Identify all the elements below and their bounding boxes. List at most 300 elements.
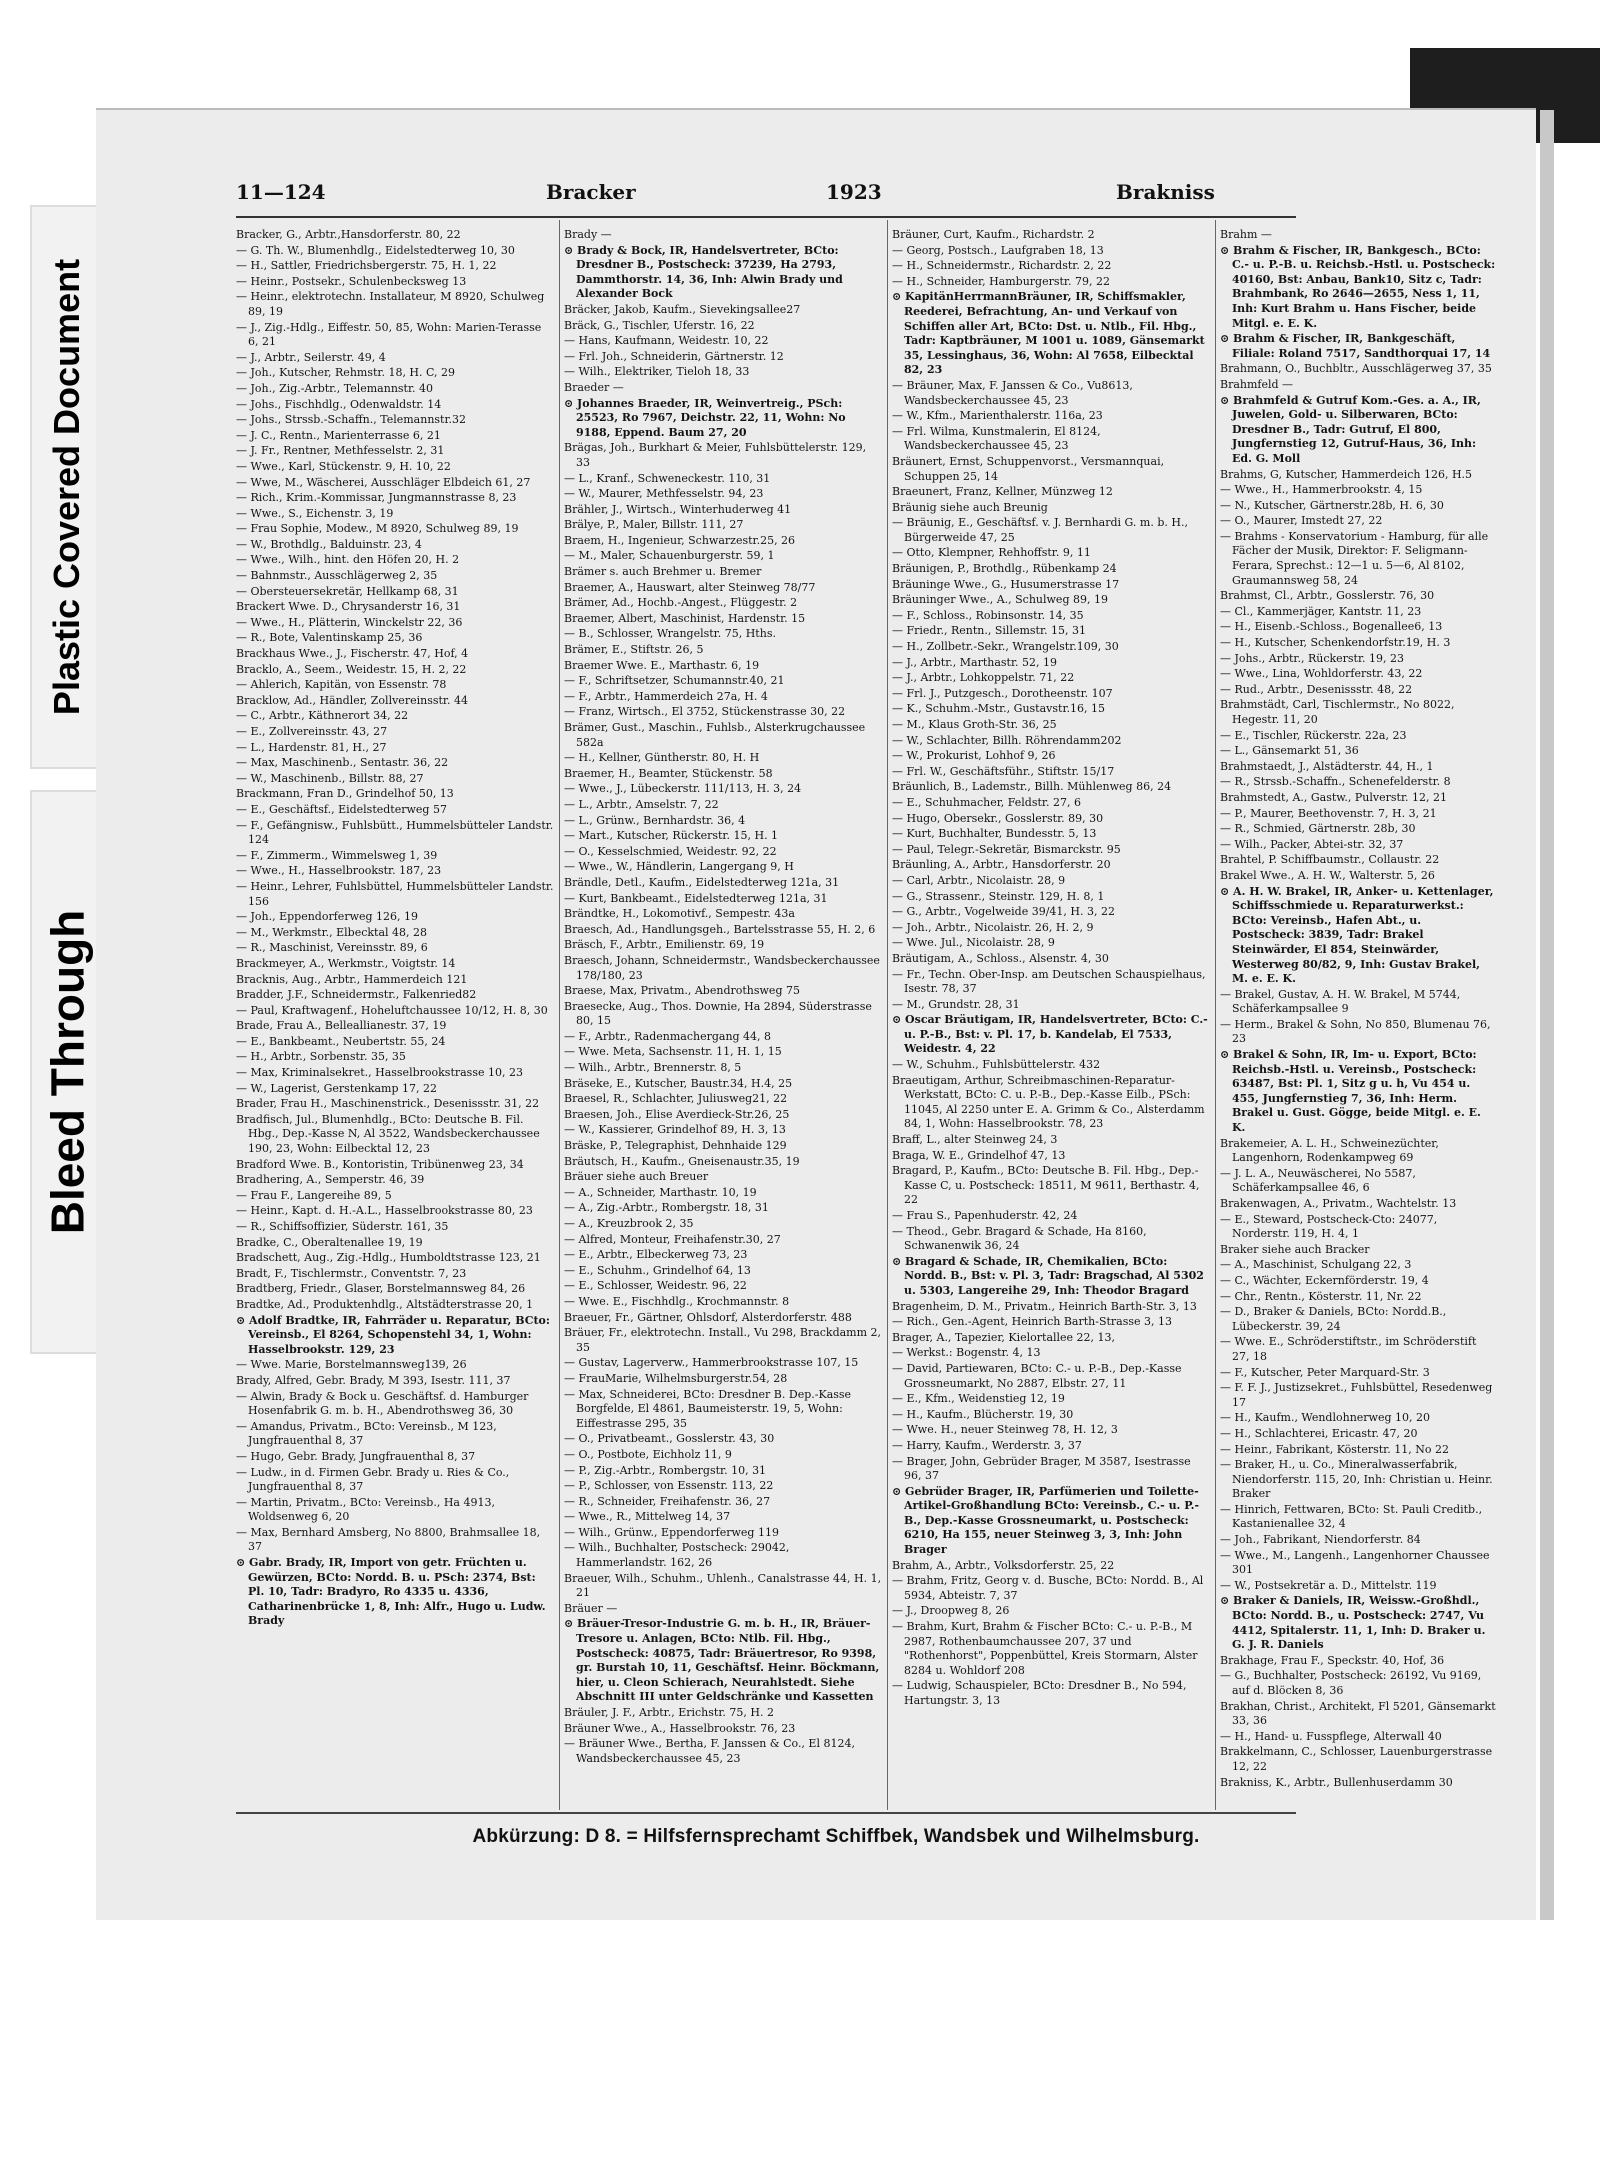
directory-entry: — Wwe., S., Eichenstr. 3, 19: [236, 506, 394, 520]
directory-entry: — Werkst.: Bogenstr. 4, 13: [892, 1346, 1041, 1360]
directory-entry: — Wwe., Lina, Wohldorferstr. 43, 22: [1220, 667, 1423, 681]
directory-entry: — J., Arbtr., Marthastr. 52, 19: [892, 655, 1057, 669]
directory-entry: — Martin, Privatm., BCto: Vereinsb., Ha 4913, Woldsenweg 6, 20: [236, 1495, 495, 1524]
directory-entry: — Frau Sophie, Modew., M 8920, Schulweg 89, 19: [236, 522, 519, 536]
directory-entry: — L., Kranf., Schweneckestr. 110, 31: [564, 471, 771, 485]
directory-entry: — Franz, Wirtsch., El 3752, Stückenstrasse 30, 22: [564, 705, 846, 719]
directory-entry: — L., Grünw., Bernhardstr. 36, 4: [564, 813, 746, 827]
plastic-covered-text: Plastic Covered Document: [46, 258, 88, 716]
directory-column-1: [236, 228, 554, 1798]
directory-entry: — Kurt, Bankbeamt., Eidelstedterweg 121a, 31: [564, 891, 828, 905]
directory-entry: Bräuninge Wwe., G., Husumerstrasse 17: [892, 577, 1120, 591]
directory-entry: Brager, A., Tapezier, Kielortallee 22, 13,: [892, 1330, 1116, 1344]
directory-entry: — B., Schlosser, Wrangelstr. 75, Hths.: [564, 627, 776, 641]
directory-entry: Brade, Frau A., Belleallianestr. 37, 19: [236, 1019, 447, 1033]
directory-entry: — F., Schloss., Robinsonstr. 14, 35: [892, 608, 1084, 622]
directory-entry: — Joh., Kutscher, Rehmstr. 18, H. C, 29: [236, 366, 456, 380]
directory-entry: Braem, H., Ingenieur, Schwarzestr.25, 26: [564, 533, 796, 547]
directory-entry: — F., Schriftsetzer, Schumannstr.40, 21: [564, 674, 785, 688]
directory-entry: — Wwe., R., Mittelweg 14, 37: [564, 1510, 731, 1524]
directory-entry: — W., Schlachter, Billh. Röhrendamm202: [892, 733, 1122, 747]
directory-entry: — L., Arbtr., Amselstr. 7, 22: [564, 797, 719, 811]
directory-entry: — Frau S., Papenhuderstr. 42, 24: [892, 1209, 1078, 1222]
directory-entry: Brackmann, Fran D., Grindelhof 50, 13: [236, 787, 454, 801]
directory-entry: — H., Schneidermstr., Richardstr. 2, 22: [892, 259, 1112, 273]
directory-entry: — E., Schlosser, Weidestr. 96, 22: [564, 1279, 747, 1293]
directory-entry: — Johs., Fischhdlg., Odenwaldstr. 14: [236, 397, 442, 411]
directory-entry: Bräunig siehe auch Breunig: [892, 500, 1048, 514]
directory-entry: Bräseke, E., Kutscher, Baustr.34, H.4, 25: [564, 1076, 793, 1090]
directory-entry: Bradke, C., Oberaltenallee 19, 19: [236, 1235, 423, 1249]
directory-entry: — Wwe. Jul., Nicolaistr. 28, 9: [892, 936, 1055, 950]
directory-entry: — Wwe., H., Plätterin, Winckelstr 22, 36: [236, 615, 463, 629]
directory-entry: — Bahnmstr., Ausschlägerweg 2, 35: [236, 569, 438, 583]
column-divider: [887, 220, 888, 1810]
directory-entry: — Wilh., Grünw., Eppendorferweg 119: [564, 1525, 779, 1539]
header-year: 1923: [826, 180, 882, 204]
directory-entry: Brälye, P., Maler, Billstr. 111, 27: [564, 518, 744, 532]
directory-entry: Brakemeier, A. L. H., Schweinezüchter, Langenhorn, Rodenkampweg 69: [1220, 1136, 1439, 1165]
directory-entry: Braesch, Johann, Schneidermstr., Wandsbeckerchaussee 178/180, 23: [564, 953, 880, 982]
bleed-through-label: [30, 790, 104, 1354]
directory-entry: Braeunert, Franz, Kellner, Münzweg 12: [892, 485, 1113, 499]
directory-entry: — Paul, Kraftwagenf., Hoheluftchaussee 10/12, H. 8, 30: [236, 1003, 548, 1017]
directory-entry: Brahmstedt, A., Gastw., Pulverstr. 12, 21: [1220, 790, 1447, 804]
directory-entry: — Wwe., H., Hasselbrookstr. 187, 23: [236, 864, 442, 878]
directory-entry: — Max, Bernhard Amsberg, No 8800, Brahmsallee 18, 37: [236, 1525, 541, 1554]
directory-entry: — G. Th. W., Blumenhdlg., Eidelstedterweg 10, 30: [236, 243, 515, 257]
directory-entry: — E., Zollvereinsstr. 43, 27: [236, 725, 388, 738]
footer-rule: [236, 1812, 1296, 1814]
directory-entry: Bräsch, F., Arbtr., Emilienstr. 69, 19: [564, 938, 765, 952]
directory-entry: — E., Arbtr., Elbeckerweg 73, 23: [564, 1248, 748, 1262]
directory-entry: — J. C., Rentn., Marienterrasse 6, 21: [236, 428, 441, 442]
directory-entry: Bragenheim, D. M., Privatm., Heinrich Barth-Str. 3, 13: [892, 1299, 1197, 1313]
directory-entry: Bradfisch, Jul., Blumenhdlg., BCto: Deutsche B. Fil. Hbg., Dep.-Kasse N, Al 3522, Wandsbeckerchaussee 190, 23, Wohn: Eilbecktal 12, 23: [236, 1112, 540, 1156]
directory-entry: ⊙ Gabr. Brady, IR, Import von getr. Früchten u. Gewürzen, BCto: Nordd. B. u. PSch: 2374, Bst: Pl. 10, Tadr: Bradyro, Ro 4335 u. 4336, Catharinenbrücke 1, 8, Inh: Alfr., Hugo u. Ludw. Brady: [236, 1556, 546, 1628]
directory-entry: — Wwe. E., Schröderstiftstr., im Schröderstift 27, 18: [1220, 1335, 1477, 1363]
directory-entry: Brahtel, P. Schiffbaumstr., Collaustr. 22: [1220, 853, 1440, 867]
directory-entry: — Wwe., M., Langenh., Langenhorner Chaussee 301: [1220, 1548, 1490, 1577]
directory-entry: Bradford Wwe. B., Kontoristin, Tribünenweg 23, 34: [236, 1157, 524, 1171]
directory-entry: ⊙ Brahm & Fischer, IR, Bankgesch., BCto: C.- u. P.-B. u. Reichsb.-Hstl. u. Postscheck: 40160, Bst: Anbau, Bank10, Sitz c, Tadr: Brahmbank, Ro 2646—2655, Ness 1, 11, Inh: Kurt Brahm u. Hans Fischer, beide Mitgl. e. E. K.: [1220, 243, 1496, 330]
directory-entry: Brämer, Ad., Hochb.-Angest., Flüggestr. 2: [564, 596, 798, 610]
directory-entry: — M., Maler, Schauenburgerstr. 59, 1: [564, 549, 775, 563]
page-number: 11—124: [236, 180, 326, 204]
directory-entry: — H., Kaufm., Blücherstr. 19, 30: [892, 1407, 1074, 1421]
directory-entry: Bräcker, Jakob, Kaufm., Sievekingsallee27: [564, 302, 801, 316]
directory-entry: ⊙ A. H. W. Brakel, IR, Anker- u. Kettenlager, Schiffsschmiede u. Reparaturwerkst.: BCto: Vereinsb., Hafen Abt., u. Postscheck: 3839, Tadr: Brakel Steinwärder, El 854, Steinwärder, Westerweg 80/82, 9, Inh: Gustav Brakel, M. e. E. K.: [1220, 884, 1494, 986]
directory-entry: — Wwe. E., Fischhdlg., Krochmannstr. 8: [564, 1294, 790, 1308]
directory-entry: Braker siehe auch Bracker: [1220, 1242, 1370, 1256]
directory-entry: — Wilh., Elektriker, Tieloh 18, 33: [564, 365, 750, 379]
directory-entry: Braeuer, Wilh., Schuhm., Uhlenh., Canalstrasse 44, H. 1, 21: [564, 1571, 882, 1600]
directory-entry: — W., Postsekretär a. D., Mittelstr. 119: [1220, 1578, 1437, 1592]
directory-entry: — G., Arbtr., Vogelweide 39/41, H. 3, 22: [892, 905, 1115, 919]
directory-entry: — Johs., Arbtr., Rückerstr. 19, 23: [1220, 651, 1405, 665]
directory-entry: — A., Zig.-Arbtr., Rombergstr. 18, 31: [564, 1201, 769, 1215]
column-divider: [559, 220, 560, 1810]
directory-entry: — Joh., Fabrikant, Niendorferstr. 84: [1220, 1533, 1421, 1547]
directory-entry: — N., Kutscher, Gärtnerstr.28b, H. 6, 30: [1220, 498, 1444, 512]
directory-entry: — E., Bankbeamt., Neubertstr. 55, 24: [236, 1034, 446, 1048]
directory-entry: Bräunling, A., Arbtr., Hansdorferstr. 20: [892, 858, 1111, 872]
directory-entry: Brämer, Gust., Maschin., Fuhlsb., Alsterkrugchaussee 582a: [564, 721, 866, 749]
directory-entry: — Wilh., Buchhalter, Postscheck: 29042, Hammerlandstr. 162, 26: [564, 1541, 790, 1570]
directory-entry: — H., Kutscher, Schenkendorfstr.19, H. 3: [1220, 636, 1451, 650]
directory-entry: ⊙ Bräuer-Tresor-Industrie G. m. b. H., IR, Bräuer-Tresore u. Anlagen, BCto: Ntlb. Fil. Hbg., Postscheck: 40875, Tadr: Bräuertresor, Ro 9398, gr. Burstah 10, 11, Geschäftsf. Heinr. Böckmann, hier, u. Cleon Schierach, Neurahlstedt. Siehe Abschnitt III unter Geldschränke und Kassetten: [564, 1617, 880, 1704]
directory-entry: Bräske, P., Telegraphist, Dehnhaide 129: [564, 1139, 787, 1153]
directory-entry: — Heinr., Postsekr., Schulenbecksweg 13: [236, 274, 467, 288]
directory-entry: — Max, Maschinenb., Sentastr. 36, 22: [236, 756, 449, 770]
directory-entry: Braemer, H., Beamter, Stückenstr. 58: [564, 766, 773, 780]
directory-entry: — Fr., Techn. Ober-Insp. am Deutschen Schauspielhaus, Isestr. 78, 37: [892, 967, 1206, 996]
directory-entry: Braemer, Albert, Maschinist, Hardenstr. 15: [564, 611, 806, 625]
bleed-through-text: Bleed Through: [41, 909, 94, 1235]
directory-entry: — Frau F., Langereihe 89, 5: [236, 1188, 392, 1202]
directory-entry: — G., Strassenr., Steinstr. 129, H. 8, 1: [892, 889, 1105, 903]
directory-entry: — Georg, Postsch., Laufgraben 18, 13: [892, 243, 1104, 257]
directory-entry: Brakhage, Frau F., Speckstr. 40, Hof, 36: [1220, 1653, 1445, 1667]
directory-entry: Brahms, G, Kutscher, Hammerdeich 126, H.5: [1220, 467, 1473, 481]
directory-entry: — H., Eisenb.-Schloss., Bogenallee6, 13: [1220, 620, 1443, 634]
directory-entry: Brahmfeld —: [1220, 377, 1294, 391]
directory-entry: — H., Kellner, Güntherstr. 80, H. H: [564, 751, 760, 765]
directory-entry: Brahm —: [1220, 228, 1272, 241]
directory-column-2: [564, 228, 882, 1798]
directory-entry: — Max, Kriminalsekret., Hasselbrookstrasse 10, 23: [236, 1066, 523, 1080]
directory-entry: — L., Hardenstr. 81, H., 27: [236, 740, 387, 754]
directory-entry: — J., Arbtr., Seilerstr. 49, 4: [236, 350, 386, 364]
directory-entry: Brahmstädt, Carl, Tischlermstr., No 8022, Hegestr. 11, 20: [1220, 698, 1455, 726]
directory-column-4: [1220, 228, 1496, 1798]
directory-entry: — A., Schneider, Marthastr. 10, 19: [564, 1185, 757, 1199]
directory-entry: Braeder —: [564, 380, 624, 394]
directory-entry: — Friedr., Rentn., Sillemstr. 15, 31: [892, 624, 1086, 638]
directory-entry: — F. F. J., Justizsekret., Fuhlsbüttel, Resedenweg 17: [1220, 1381, 1493, 1409]
directory-entry: — H., Schneider, Hamburgerstr. 79, 22: [892, 274, 1110, 288]
directory-entry: — Alwin, Brady & Bock u. Geschäftsf. d. Hamburger Hosenfabrik G. m. b. H., Abendrothsweg 36, 30: [236, 1389, 529, 1418]
directory-entry: — Braker, H., u. Co., Mineralwasserfabrik, Niendorferstr. 115, 20, Inh: Christian u. Heinr. Braker: [1220, 1458, 1493, 1501]
directory-entry: — H., Schlachterei, Ericastr. 47, 20: [1220, 1426, 1418, 1440]
directory-entry: — Theod., Gebr. Bragard & Schade, Ha 8160, Schwanenwik 36, 24: [892, 1224, 1147, 1253]
directory-entry: Bräutsch, H., Kaufm., Gneisenaustr.35, 19: [564, 1154, 800, 1168]
document-page: [96, 108, 1536, 1920]
directory-entry: — Amandus, Privatm., BCto: Vereinsb., M 123, Jungfrauenthal 8, 37: [236, 1419, 497, 1448]
directory-entry: ⊙ KapitänHerrmannBräuner, IR, Schiffsmakler, Reederei, Befrachtung, An- und Verkauf von Schiffen aller Art, BCto: Dst. u. Ntlb., Fil. Hbg., Tadr: Kaptbräuner, M 1001 u. 1089, Gänsemarkt 35, Lessinghaus, 36, Wohn: Al 7658, Eilbecktal 82, 23: [892, 290, 1205, 377]
directory-entry: Bradtke, Ad., Produktenhdlg., Altstädterstrasse 20, 1: [236, 1297, 534, 1311]
directory-entry: — Heinr., Kapt. d. H.-A.L., Hasselbrookstrasse 80, 23: [236, 1204, 533, 1218]
directory-entry: ⊙ Brahm & Fischer, IR, Bankgeschäft, Filiale: Roland 7517, Sandthorquai 17, 14: [1220, 332, 1491, 360]
directory-entry: Bradder, J.F., Schneidermstr., Falkenried82: [236, 988, 477, 1002]
directory-entry: — Mart., Kutscher, Rückerstr. 15, H. 1: [564, 829, 779, 843]
page-edge: [1540, 110, 1554, 1920]
directory-entry: Bräunlich, B., Lademstr., Billh. Mühlenweg 86, 24: [892, 780, 1172, 794]
directory-entry: Brähler, J., Wirtsch., Winterhuderweg 41: [564, 502, 792, 516]
directory-entry: ⊙ Johannes Braeder, IR, Weinvertreig., PSch: 25523, Ro 7967, Deichstr. 22, 11, Wohn: No 9188, Eppend. Baum 27, 20: [564, 396, 846, 439]
directory-entry: — W., Prokurist, Lohhof 9, 26: [892, 749, 1056, 763]
directory-entry: ⊙ Adolf Bradtke, IR, Fahrräder u. Reparatur, BCto: Vereinsb., El 8264, Schopenstehl 34, 1, Wohn: Hasselbrookstr. 129, 23: [236, 1313, 550, 1356]
directory-entry: — Gustav, Lagerverw., Hammerbrookstrasse 107, 15: [564, 1356, 859, 1370]
directory-entry: — Heinr., Lehrer, Fuhlsbüttel, Hummelsbütteler Landstr. 156: [236, 879, 554, 908]
directory-entry: — Hinrich, Fettwaren, BCto: St. Pauli Creditb., Kastanienallee 32, 4: [1220, 1502, 1483, 1531]
directory-entry: — Hugo, Obersekr., Gosslerstr. 89, 30: [892, 811, 1104, 825]
directory-entry: — Brahm, Kurt, Brahm & Fischer BCto: C.- u. P.-B., M 2987, Rothenbaumchaussee 207, 37 und "Rothenhorst", Poppenbüttel, Kreis Stormarn, Alster 8284 u. Wohldorf 208: [892, 1620, 1198, 1677]
directory-entry: — Rud., Arbtr., Desenissstr. 48, 22: [1220, 682, 1413, 696]
directory-entry: — R., Strssb.-Schaffn., Schenefelderstr. 8: [1220, 775, 1451, 789]
directory-entry: Bracknis, Aug., Arbtr., Hammerdeich 121: [236, 972, 468, 986]
directory-entry: Brakniss, K., Arbtr., Bullenhuserdamm 30: [1220, 1775, 1453, 1789]
directory-entry: — Wwe. Meta, Sachsenstr. 11, H. 1, 15: [564, 1045, 782, 1059]
directory-entry: — H., Arbtr., Sorbenstr. 35, 35: [236, 1050, 406, 1064]
directory-entry: — W., Kfm., Marienthalerstr. 116a, 23: [892, 409, 1103, 423]
directory-entry: Brändtke, H., Lokomotivf., Sempestr. 43a: [564, 907, 795, 921]
directory-entry: — Max, Schneiderei, BCto: Dresdner B. Dep.-Kasse Borgfelde, El 4861, Baumeisterstr. 19, 5, Wohn: Eiffestrasse 295, 35: [564, 1387, 852, 1430]
directory-entry: Bradhering, A., Semperstr. 46, 39: [236, 1173, 425, 1187]
column-divider: [1215, 220, 1216, 1810]
directory-entry: Bracklo, A., Seem., Weidestr. 15, H. 2, 22: [236, 662, 467, 676]
directory-entry: — H., Hand- u. Fusspflege, Alterwall 40: [1220, 1729, 1442, 1743]
directory-entry: — Ahlerich, Kapitän, von Essenstr. 78: [236, 678, 447, 692]
directory-entry: — Wwe., H., Hammerbrookstr. 4, 15: [1220, 483, 1423, 497]
directory-entry: Braemer, A., Hauswart, alter Steinweg 78/77: [564, 580, 816, 594]
directory-entry: — W., Kassierer, Grindelhof 89, H. 3, 13: [564, 1123, 786, 1137]
directory-entry: — O., Maurer, Imstedt 27, 22: [1220, 514, 1383, 528]
directory-entry: — O., Postbote, Eichholz 11, 9: [564, 1447, 732, 1461]
directory-entry: Bräuler, J. F., Arbtr., Erichstr. 75, H. 2: [564, 1706, 774, 1719]
directory-entry: — A., Kreuzbrook 2, 35: [564, 1217, 694, 1230]
directory-entry: — J., Arbtr., Lohkoppelstr. 71, 22: [892, 671, 1075, 685]
directory-entry: Bräuer —: [564, 1601, 618, 1615]
directory-entry: — Carl, Arbtr., Nicolaistr. 28, 9: [892, 873, 1066, 887]
directory-entry: — P., Schlosser, von Essenstr. 113, 22: [564, 1479, 774, 1493]
directory-entry: Bräuer siehe auch Breuer: [564, 1170, 709, 1184]
plastic-covered-label: [30, 205, 104, 769]
directory-entry: — E., Kfm., Weidenstieg 12, 19: [892, 1392, 1065, 1406]
directory-entry: — O., Privatbeamt., Gosslerstr. 43, 30: [564, 1432, 775, 1446]
directory-entry: Brakel Wwe., A. H. W., Walterstr. 5, 26: [1220, 868, 1435, 882]
directory-entry: — F., Arbtr., Radenmachergang 44, 8: [564, 1029, 772, 1043]
directory-entry: — H., Zollbetr.-Sekr., Wrangelstr.109, 30: [892, 640, 1119, 654]
directory-entry: Braff, L., alter Steinweg 24, 3: [892, 1133, 1058, 1147]
directory-entry: — E., Steward, Postscheck-Cto: 24077, Norderstr. 119, H. 4, 1: [1220, 1212, 1438, 1241]
directory-entry: ⊙ Bragard & Schade, IR, Chemikalien, BCto: Nordd. B., Bst: v. Pl. 3, Tadr: Bragschad, Al 5302 u. 5303, Langereihe 29, Inh: Theodor Bragard: [892, 1254, 1204, 1297]
directory-entry: — E., Geschäftsf., Eidelstedterweg 57: [236, 802, 447, 816]
directory-entry: Braeuer, Fr., Gärtner, Ohlsdorf, Alsterdorferstr. 488: [564, 1310, 852, 1324]
directory-entry: — Rich., Gen.-Agent, Heinrich Barth-Strasse 3, 13: [892, 1315, 1173, 1329]
page-header: [236, 180, 1296, 214]
directory-entry: Bräuner, Curt, Kaufm., Richardstr. 2: [892, 228, 1095, 241]
directory-entry: — R., Schneider, Freihafenstr. 36, 27: [564, 1494, 771, 1508]
directory-entry: — Ludwig, Schauspieler, BCto: Dresdner B., No 594, Hartungstr. 3, 13: [892, 1679, 1187, 1707]
directory-entry: Bräutigam, A., Schloss., Alsenstr. 4, 30: [892, 951, 1109, 965]
directory-entry: — Heinr., Fabrikant, Kösterstr. 11, No 22: [1220, 1442, 1449, 1456]
directory-entry: Braeutigam, Arthur, Schreibmaschinen-Reparatur-Werkstatt, BCto: C. u. P.-B., Dep.-Kasse Eilb., PSch: 11045, Al 2250 unter E. A. Grimm & Co., Alsterdamm 84, 1, Wohn: Hasselbrookstr. 78, 23: [892, 1073, 1205, 1131]
directory-entry: Brahmst, Cl., Arbtr., Gosslerstr. 76, 30: [1220, 589, 1435, 603]
directory-entry: — Frl. Joh., Schneiderin, Gärtnerstr. 12: [564, 349, 784, 363]
directory-entry: ⊙ Braker & Daniels, IR, Weissw.-Großhdl., BCto: Nordd. B., u. Postscheck: 2747, Vu 4412, Spitalerstr. 11, 1, Inh: D. Braker u. G. J. R. Daniels: [1220, 1594, 1486, 1652]
directory-entry: ⊙ Brahmfeld & Gutruf Kom.-Ges. a. A., IR, Juwelen, Gold- u. Silberwaren, BCto: Dresdner B., Tadr: Gutruf, El 800, Jungfernstieg 12, Gutruf-Haus, 36, Inh: Ed. G. Moll: [1220, 393, 1481, 465]
directory-entry: ⊙ Brady & Bock, IR, Handelsvertreter, BCto: Dresdner B., Postscheck: 37239, Ha 2793, Dammthorstr. 14, 36, Inh: Alwin Brady und Alexander Bock: [564, 243, 843, 301]
directory-entry: Bräuninger Wwe., A., Schulweg 89, 19: [892, 593, 1108, 607]
directory-entry: Braesel, R., Schlachter, Juliusweg21, 22: [564, 1092, 788, 1106]
directory-entry: — Kurt, Buchhalter, Bundesstr. 5, 13: [892, 827, 1097, 841]
directory-entry: ⊙ Gebrüder Brager, IR, Parfümerien und Toilette-Artikel-Großhandlung BCto: Vereinsb., C.- u. P.-B., Dep.-Kasse Grossneumarkt, u. Postscheck: 6210, Ha 155, neuer Steinweg 3, 3, Inh: John Brager: [892, 1484, 1200, 1557]
directory-entry: — Frl. Wilma, Kunstmalerin, El 8124, Wandsbeckerchaussee 45, 23: [892, 424, 1101, 453]
directory-entry: — Bräunig, E., Geschäftsf. v. J. Bernhardi G. m. b. H., Bürgerweide 47, 25: [892, 516, 1188, 544]
directory-entry: — E., Schuhm., Grindelhof 64, 13: [564, 1263, 751, 1277]
directory-entry: Brakkelmann, C., Schlosser, Lauenburgerstrasse 12, 22: [1220, 1745, 1493, 1773]
directory-entry: — W., Brothdlg., Balduinstr. 23, 4: [236, 537, 422, 551]
directory-entry: — Heinr., elektrotechn. Installateur, M 8920, Schulweg 89, 19: [236, 290, 545, 318]
directory-entry: Bracker, G., Arbtr.,Hansdorferstr. 80, 22: [236, 228, 461, 241]
directory-entry: — P., Zig.-Arbtr., Rombergstr. 10, 31: [564, 1463, 767, 1477]
directory-entry: — Joh., Zig.-Arbtr., Telemannstr. 40: [236, 381, 434, 395]
directory-entry: — Wwe., W., Händlerin, Langergang 9, H: [564, 860, 794, 874]
directory-entry: Bräunert, Ernst, Schuppenvorst., Versmannquai, Schuppen 25, 14: [892, 454, 1165, 483]
directory-entry: Braese, Max, Privatm., Abendrothsweg 75: [564, 984, 800, 998]
directory-entry: — K., Schuhm.-Mstr., Gustavstr.16, 15: [892, 702, 1105, 716]
directory-entry: — Wwe., Karl, Stückenstr. 9, H. 10, 22: [236, 459, 451, 473]
directory-entry: Bräunigen, P., Brothdlg., Rübenkamp 24: [892, 562, 1117, 576]
directory-entry: — C., Arbtr., Käthnerort 34, 22: [236, 709, 409, 723]
directory-entry: Brahm, A., Arbtr., Volksdorferstr. 25, 22: [892, 1558, 1115, 1572]
directory-entry: Bragard, P., Kaufm., BCto: Deutsche B. Fil. Hbg., Dep.-Kasse C, u. Postscheck: 18511, M 9611, Berthastr. 4, 22: [892, 1164, 1200, 1207]
directory-entry: — J. Fr., Rentner, Methfesselstr. 2, 31: [236, 444, 445, 458]
directory-entry: — Cl., Kammerjäger, Kantstr. 11, 23: [1220, 604, 1422, 618]
directory-entry: — F., Zimmerm., Wimmelsweg 1, 39: [236, 848, 438, 862]
directory-entry: — Paul, Telegr.-Sekretär, Bismarckstr. 95: [892, 842, 1121, 856]
directory-entry: — O., Kesselschmied, Weidestr. 92, 22: [564, 844, 777, 858]
directory-column-3: [892, 228, 1210, 1798]
directory-entry: — Rich., Krim.-Kommissar, Jungmannstrasse 8, 23: [236, 491, 517, 505]
directory-entry: — C., Wächter, Eckernförderstr. 19, 4: [1220, 1273, 1429, 1287]
directory-entry: Bräuer, Fr., elektrotechn. Install., Vu 298, Brackdamm 2, 35: [564, 1326, 882, 1354]
directory-entry: Brakenwagen, A., Privatm., Wachtelstr. 13: [1220, 1197, 1457, 1210]
directory-entry: — Joh., Eppendorferweg 126, 19: [236, 910, 419, 924]
directory-entry: — Wilh., Arbtr., Brennerstr. 8, 5: [564, 1061, 742, 1075]
directory-entry: Brader, Frau H., Maschinenstrick., Desenissstr. 31, 22: [236, 1097, 540, 1111]
directory-entry: — Frl. W., Geschäftsführ., Stiftstr. 15/17: [892, 764, 1115, 778]
directory-entry: — FrauMarie, Wilhelmsburgerstr.54, 28: [564, 1371, 788, 1385]
directory-entry: — Brahms - Konservatorium - Hamburg, für alle Fächer der Musik, Direktor: F. Seligmann-Ferara, Sprechst.: 12—1 u. 5—6, Al 8102, Graumannsweg 58, 24: [1220, 529, 1489, 587]
directory-entry: — Obersteuersekretär, Hellkamp 68, 31: [236, 584, 459, 598]
directory-entry: — Wwe. Marie, Borstelmannsweg139, 26: [236, 1358, 467, 1372]
directory-entry: Brady —: [564, 228, 612, 241]
directory-entry: — J., Droopweg 8, 26: [892, 1604, 1010, 1618]
directory-entry: — Harry, Kaufm., Werderstr. 3, 37: [892, 1438, 1082, 1452]
directory-entry: — G., Buchhalter, Postscheck: 26192, Vu 9169, auf d. Blöcken 8, 36: [1220, 1669, 1482, 1697]
directory-entry: — J. L. A., Neuwäscherei, No 5587, Schäferkampsallee 46, 6: [1220, 1166, 1416, 1195]
directory-entry: Braesch, Ad., Handlungsgeh., Bartelsstrasse 55, H. 2, 6: [564, 922, 876, 936]
directory-entry: — M., Klaus Groth-Str. 36, 25: [892, 718, 1057, 731]
directory-entry: — Frl. J., Putzgesch., Dorotheenstr. 107: [892, 686, 1113, 700]
directory-entry: — Joh., Arbtr., Nicolaistr. 26, H. 2, 9: [892, 920, 1094, 934]
directory-entry: — Brahm, Fritz, Georg v. d. Busche, BCto: Nordd. B., Al 5934, Abteistr. 7, 37: [892, 1574, 1204, 1602]
directory-entry: — H., Kaufm., Wendlohnerweg 10, 20: [1220, 1411, 1431, 1425]
directory-entry: — M., Werkmstr., Elbecktal 48, 28: [236, 925, 428, 939]
directory-entry: — R., Schmied, Gärtnerstr. 28b, 30: [1220, 822, 1416, 836]
directory-entry: — W., Lagerist, Gerstenkamp 17, 22: [236, 1081, 438, 1095]
directory-entry: Brackert Wwe. D., Chrysanderstr 16, 31: [236, 600, 461, 614]
directory-entry: Brackhaus Wwe., J., Fischerstr. 47, Hof, 4: [236, 647, 469, 661]
directory-entry: Braesen, Joh., Elise Averdieck-Str.26, 25: [564, 1107, 790, 1121]
directory-entry: — E., Schuhmacher, Feldstr. 27, 6: [892, 795, 1081, 809]
page-footer: Abkürzung: D 8. = Hilfsfernsprechamt Schiffbek, Wandsbek und Wilhelmsburg.: [472, 1826, 1200, 1847]
directory-entry: Brackmeyer, A., Werkmstr., Voigtstr. 14: [236, 956, 456, 970]
directory-entry: — Otto, Klempner, Rehhoffstr. 9, 11: [892, 546, 1091, 560]
directory-entry: Braesecke, Aug., Thos. Downie, Ha 2894, Süderstrasse 80, 15: [564, 999, 872, 1028]
directory-entry: — W., Schuhm., Fuhlsbüttelerstr. 432: [892, 1058, 1101, 1072]
directory-entry: — W., Maurer, Methfesselstr. 94, 23: [564, 487, 764, 501]
directory-entry: Bradschett, Aug., Zig.-Hdlg., Humboldtstrasse 123, 21: [236, 1251, 541, 1265]
directory-entry: — A., Maschinist, Schulgang 22, 3: [1220, 1258, 1412, 1272]
directory-entry: — Bräuner, Max, F. Janssen & Co., Vu8613, Wandsbeckerchaussee 45, 23: [892, 378, 1133, 407]
directory-entry: Brahmstaedt, J., Alstädterstr. 44, H., 1: [1220, 759, 1434, 773]
directory-entry: — Bräuner Wwe., Bertha, F. Janssen & Co., El 8124, Wandsbeckerchaussee 45, 23: [564, 1737, 855, 1765]
directory-entry: — Ludw., in d. Firmen Gebr. Brady u. Ries & Co., Jungfrauenthal 8, 37: [236, 1465, 510, 1494]
directory-entry: Bradt, F., Tischlermstr., Conventstr. 7, 23: [236, 1266, 467, 1280]
directory-entry: — Alfred, Monteur, Freihafenstr.30, 27: [564, 1232, 781, 1246]
directory-entry: ⊙ Oscar Bräutigam, IR, Handelsvertreter, BCto: C.- u. P.-B., Bst: v. Pl. 17, b. Kandelab, El 7533, Weidestr. 4, 22: [892, 1013, 1208, 1056]
directory-entry: — Wwe, M., Wäscherei, Ausschläger Elbdeich 61, 27: [236, 475, 531, 489]
directory-entry: — J., Zig.-Hdlg., Eiffestr. 50, 85, Wohn: Marien-Terasse 6, 21: [236, 320, 542, 349]
directory-entry: — M., Grundstr. 28, 31: [892, 997, 1020, 1011]
directory-entry: Brahmann, O., Buchbltr., Ausschlägerweg 37, 35: [1220, 362, 1492, 376]
directory-entry: — W., Maschinenb., Billstr. 88, 27: [236, 771, 424, 785]
directory-entry: — Herm., Brakel & Sohn, No 850, Blumenau 76, 23: [1220, 1017, 1491, 1046]
directory-entry: — David, Partiewaren, BCto: C.- u. P.-B., Dep.-Kasse Grossneumarkt, No 2887, Elbstr. 27, 11: [892, 1361, 1182, 1390]
scanner-margin: [0, 0, 1600, 48]
directory-entry: Bradtberg, Friedr., Glaser, Borstelmannsweg 84, 26: [236, 1282, 526, 1296]
directory-entry: — Wilh., Packer, Abtei-str. 32, 37: [1220, 837, 1404, 851]
directory-entry: — Wwe., Wilh., hint. den Höfen 20, H. 2: [236, 553, 460, 567]
header-left-word: Bracker: [546, 180, 636, 204]
header-rule: [236, 216, 1296, 218]
directory-entry: — Brager, John, Gebrüder Brager, M 3587, Isestrasse 96, 37: [892, 1454, 1191, 1483]
directory-entry: ⊙ Brakel & Sohn, IR, Im- u. Export, BCto: Reichsb.-Hstl. u. Vereinsb., Postscheck: 63487, Bst: Pl. 1, Sitz g u. h, Vu 454 u. 455, Jungfernstieg 7, 36, Inh: Herm. Brakel u. Gust. Gögge, beide Mitgl. e. E. K.: [1220, 1048, 1481, 1135]
directory-entry: — Wwe. H., neuer Steinweg 78, H. 12, 3: [892, 1423, 1118, 1437]
header-right-word: Brakniss: [1116, 180, 1215, 204]
directory-entry: — F., Kutscher, Peter Marquard-Str. 3: [1220, 1365, 1430, 1379]
directory-entry: Brady, Alfred, Gebr. Brady, M 393, Isestr. 111, 37: [236, 1373, 511, 1387]
directory-entry: — F., Arbtr., Hammerdeich 27a, H. 4: [564, 689, 768, 703]
directory-entry: Braemer Wwe. E., Marthastr. 6, 19: [564, 658, 760, 672]
directory-entry: — Hans, Kaufmann, Weidestr. 10, 22: [564, 334, 769, 348]
directory-entry: Bracklow, Ad., Händler, Zollvereinsstr. 44: [236, 693, 468, 707]
directory-entry: Brämer, E., Stiftstr. 26, 5: [564, 643, 704, 657]
directory-entry: — Brakel, Gustav, A. H. W. Brakel, M 5744, Schäferkampsallee 9: [1220, 987, 1461, 1016]
directory-entry: Bräuner Wwe., A., Hasselbrookstr. 76, 23: [564, 1721, 796, 1735]
directory-entry: — R., Bote, Valentinskamp 25, 36: [236, 631, 423, 645]
directory-entry: — Johs., Strssb.-Schaffn., Telemannstr.32: [236, 413, 467, 427]
directory-entry: — P., Maurer, Beethovenstr. 7, H. 3, 21: [1220, 806, 1437, 820]
directory-entry: — Wwe., J., Lübeckerstr. 111/113, H. 3, 24: [564, 782, 802, 796]
directory-entry: — E., Tischler, Rückerstr. 22a, 23: [1220, 728, 1407, 742]
directory-entry: — H., Sattler, Friedrichsbergerstr. 75, H. 1, 22: [236, 259, 497, 273]
directory-entry: — D., Braker & Daniels, BCto: Nordd.B., Lübeckerstr. 39, 24: [1220, 1305, 1447, 1333]
directory-entry: — F., Gefängnisw., Fuhlsbütt., Hummelsbütteler Landstr. 124: [236, 818, 554, 847]
directory-entry: — L., Gänsemarkt 51, 36: [1220, 744, 1359, 758]
directory-entry: Brämer s. auch Brehmer u. Bremer: [564, 565, 762, 579]
directory-entry: Brakhan, Christ., Architekt, Fl 5201, Gänsemarkt 33, 36: [1220, 1699, 1496, 1728]
directory-entry: — Hugo, Gebr. Brady, Jungfrauenthal 8, 37: [236, 1449, 476, 1463]
directory-entry: Brändle, Detl., Kaufm., Eidelstedterweg 121a, 31: [564, 875, 840, 889]
directory-entry: Brägas, Joh., Burkhart & Meier, Fuhlsbüttelerstr. 129, 33: [564, 441, 867, 469]
directory-entry: — R., Schiffsoffizier, Süderstr. 161, 35: [236, 1220, 449, 1233]
directory-entry: Braga, W. E., Grindelhof 47, 13: [892, 1148, 1066, 1162]
directory-entry: Bräck, G., Tischler, Uferstr. 16, 22: [564, 318, 755, 332]
